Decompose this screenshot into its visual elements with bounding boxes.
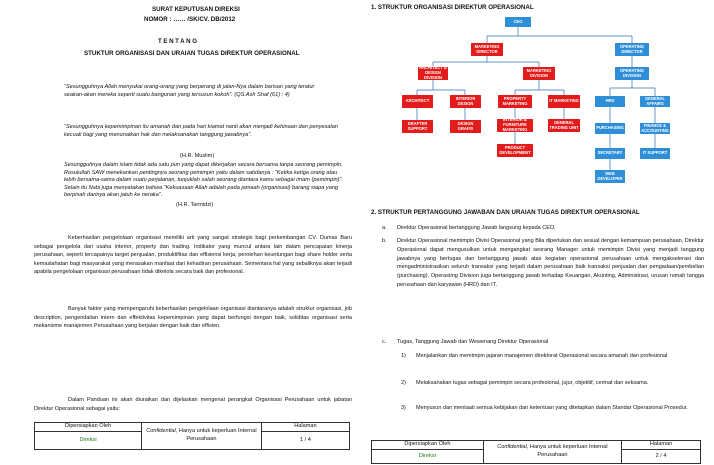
- org-node-operating-director: OPERATING DIRECTOR: [615, 43, 649, 56]
- org-node-architect: ARCHITECT: [402, 95, 433, 108]
- list-item: [382, 224, 704, 233]
- quote-hadith-muslim: “Sesungguhnya kepemimpinan itu amanah dan pada hari kiamat nanti akan menjadi kehinaan dan penyesalan kecuali bagi yang menunaikan hak dan melaksanakan tanggung jawabnya”.: [64, 124, 338, 138]
- duty-marker: 3): [401, 405, 406, 411]
- paragraph-guide: Dalam Panduan ini akan diuraikan dan dijelaskan mengenai perangkat Organisasi Perusahaan untuk jabatan Direktur Operasional sebagai yaitu:: [34, 397, 352, 412]
- document-title: SURAT KEPUTUSAN DIREKSI: [152, 6, 240, 13]
- org-node-marketing-director: MARKETING DIRECTOR: [471, 43, 503, 56]
- list-marker: a.: [382, 225, 387, 231]
- org-node-general-trading-unit: GENERAL TRADING UNIT: [548, 119, 580, 132]
- org-node-purchasing: PURCHASING: [595, 123, 625, 134]
- org-node-architect-design-division: ARCHITECT & DESIGN DIVISION: [419, 65, 447, 80]
- page-footer: [34, 422, 350, 450]
- org-node-ceo: CEO: [505, 17, 531, 27]
- paragraph-intro: Keberhasilan pengelolaan organisasi memiliki arti yang sangat strategis bagi perkembangan CV. Dumas Baru sebagai pengelola dari usaha interior, property dan trading. Indikator yang muncul antara lain dalam pencapaian kinerja perusahaan, seperti tercapainya target penjualan, produktifitas dan effisiensi kerja, perolehan keuntungan bagi share holder serta kemaslahatan bagi masyarakat yang merasakan manfaat dari kehadiran perusahaan. Sementara hal yang sebaliknya akan terjadi apabila pengelolaan organisasi perusahaan tidak dikelola secara baik dan profesional.: [34, 235, 352, 276]
- prepared-by-value: Direksi: [372, 450, 484, 464]
- prepared-by-label: Dipersiapkan Oleh: [372, 441, 484, 450]
- list-item-text: Tugas, Tanggung Jawab dan Wewenang Direktur Operasional: [397, 339, 549, 345]
- section-heading-responsibility: 2. STRUKTUR PERTANGGUNG JAWABAN DAN URAIAN TUGAS DIREKTUR OPERASIONAL: [371, 209, 640, 216]
- org-node-property-marketing: PROPERTY MARKETING: [498, 95, 532, 108]
- prepared-by-value: Direksi: [35, 432, 142, 450]
- duty-text: Menyusun dan mentaati semua kebijakan dan ketentuan yang ditetapkan dalam Standar Operasional Prosedur.: [416, 405, 688, 411]
- org-chart: [357, 0, 714, 200]
- org-node-drafter-support: DRAFTER SUPPORT: [402, 120, 433, 133]
- document-page-2: [357, 0, 714, 465]
- document-number: NOMOR : …… /SK/CV. DB/2012: [144, 16, 236, 23]
- org-node-operating-division: OPERATING DIVISION: [615, 67, 649, 80]
- section-heading-org-structure: 1. STRUKTUR ORGANISASI DIREKTUR OPERASIONAL: [371, 4, 534, 11]
- page-number: 2 / 4: [622, 450, 701, 464]
- confidential-note: Confidential, Hanya untuk keperluan Internal Perusahaan: [142, 423, 262, 450]
- org-node-secretary: SECRETARY: [595, 148, 625, 159]
- duty-item: [401, 403, 701, 413]
- org-node-it-support: IT SUPPORT: [640, 148, 670, 159]
- page-number: 1 / 4: [261, 432, 349, 450]
- confidential-note: Confidential, Hanya untuk keperluan Internal Perusahaan: [483, 441, 621, 464]
- org-node-finance-accounting: FINANCE & ACCOUNTING: [641, 122, 669, 133]
- list-marker: c.: [382, 339, 387, 345]
- duty-item: [401, 351, 701, 361]
- quote-quran: “Sesungguhnya Allah menyukai orang-orang yang berperang di jalan-Nya dalam barisan yang teratur seakan-akan mereka seperti suatu bangunan yang tersusun kokoh”. (QS.Ash Shaf (61) : 4): [64, 84, 315, 98]
- list-item: [382, 338, 704, 347]
- list-item-text: Direktur Operasional memimpin Divisi Operasional yang Bila diperlukan dan sesual dengan kemampuan perusahaan, Direktur Operasional dapat mengusulkan untuk mengangkat seorang Manager untuk memimpin Divisi yang menjadi tanggung jawabnya yang bertugas dan bertanggung jawab atas kegiatan operasional perusahaan untuk mengakselerasi dan mengadministrasikan seluruh transaksi yang terjadi dalam perusahaan baik transaksi penjualan dan pengadaan/pembelian (purchasing). Operasting Division juga bertanggung jawab terhadap Keuangan, Akunting, Administrasi, urusan rumah tangga perusahaan dan karyawan (HRD) dan IT.: [397, 238, 704, 288]
- document-about: TENTANG: [158, 38, 199, 45]
- page-label: Halaman: [622, 441, 701, 450]
- source-muslim: (H.R. Muslim): [180, 153, 215, 159]
- list-item: [382, 237, 704, 290]
- list-marker: b.: [382, 238, 387, 244]
- paragraph-factors: Banyak faktor yang mempengaruhi keberhasilan pengelolaan organisasi diantaranya adalah struktur organisasi, job description, pengendalian intern dan effektivitas kepemimpinan yang dapat berfungsi dengan baik, soliditas organisasi serta mekanisme manajemen Perusahaan yang berjalan dengan baik dan effisien.: [34, 306, 352, 330]
- duty-text: Menjalankan dan memimpin jajaran manajemen direktorat Operasional secara amanah dan profesional: [416, 353, 668, 359]
- page-footer: [371, 440, 701, 464]
- duty-marker: 2): [401, 380, 406, 386]
- org-node-it-marketing: IT MARKETING: [548, 95, 580, 108]
- source-tarmidzi: (H.R. Tarmidzi): [176, 202, 214, 208]
- duty-marker: 1): [401, 353, 406, 359]
- document-subject: STUKTUR ORGANISASI DAN URAIAN TUGAS DIREKTUR OPERASIONAL: [84, 50, 300, 57]
- duty-item: [401, 378, 701, 388]
- org-node-interior-furniture-marketing: INTERIOR & FURNITURE MARKETING: [497, 119, 533, 132]
- org-node-design-grafis: DESIGN GRAFIS: [450, 120, 481, 133]
- org-node-interior-design: INTERIOR DESIGN: [450, 95, 481, 108]
- page-label: Halaman: [261, 423, 349, 432]
- org-node-web-developer: WEB DEVELOPER: [595, 170, 625, 183]
- list-item-text: Direktur Operasional bertanggung Jawab langsung kepada CEO.: [397, 225, 556, 231]
- org-node-general-affairs: GENERAL AFFAIRS: [640, 96, 670, 107]
- quote-hadith-tarmidzi: Sesungguhnya dalam islam tidak ada satu pun yang dapat dikerjakan secara bersama tanpa seorang pemimpin. Rosulullah SAW menekankan pentingnya seorang pemimpin yaitu dalam sabdanya : “Ketika ketiga orang atau lebih bersama-sama dalam suatu perjalanan, tunjuklah salah seorang diantara kamu sebagai imam (pemimpin)”. Selain itu Nabi juga menyatakan bahwa “Kekuasaan Allah adalah pada jamaah (organisasi) barang siapa yang berpisah darinya akan jatuh ke neraka”.: [64, 162, 343, 199]
- prepared-by-label: Dipersiapkan Oleh: [35, 423, 142, 432]
- org-node-product-development: PRODUCT DEVELOPMENT: [497, 144, 533, 157]
- org-node-hrd: HRD: [595, 96, 625, 107]
- duty-text: Melaksanakan tugas sebagai pemimpin secara profesional, jujur, objektif, cermat dan seksama.: [416, 380, 649, 386]
- org-node-marketing-division: MARKETING DIVISION: [523, 67, 555, 80]
